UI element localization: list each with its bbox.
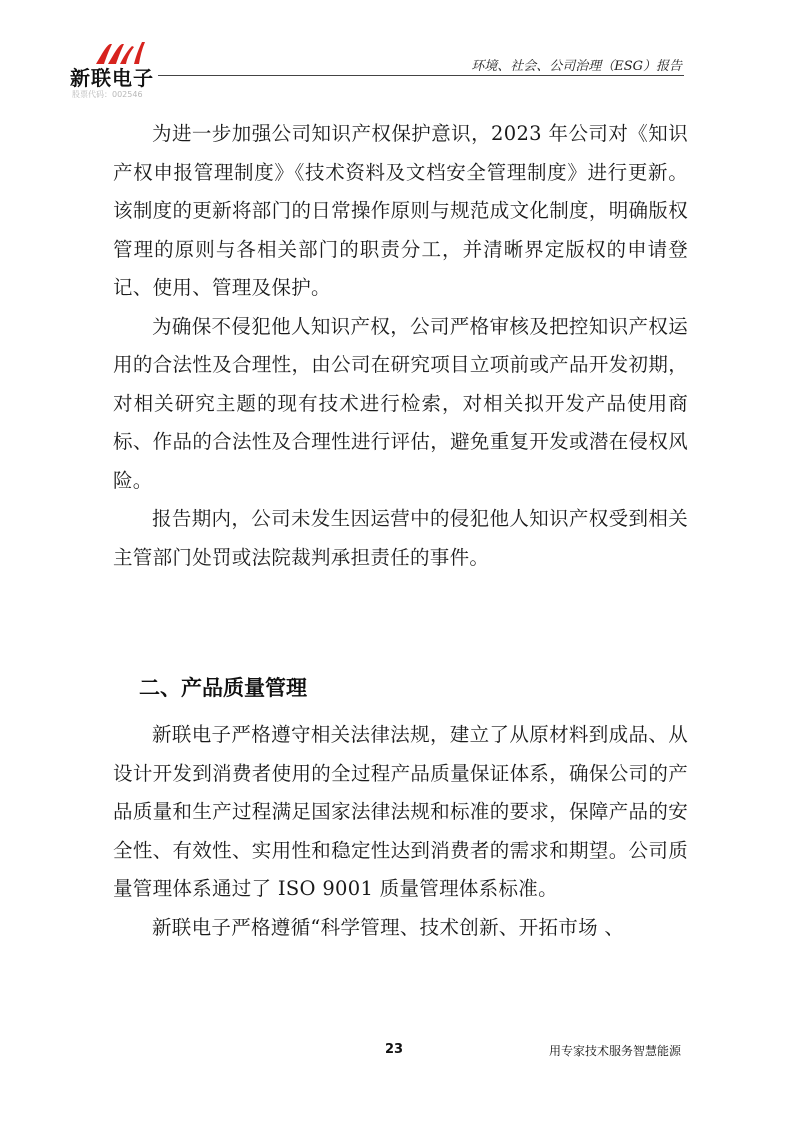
paragraph: 报告期内，公司未发生因运营中的侵犯他人知识产权受到相关主管部门处罚或法院裁判承担责任的事件。 (113, 507, 688, 569)
report-title: 环境、社会、公司治理（ESG）报告 (471, 59, 682, 74)
footer-slogan: 用专家技术服务智慧能源 (548, 1044, 681, 1058)
company-name: 新联电子 (70, 66, 154, 90)
paragraph: 新联电子严格遵守相关法律法规，建立了从原材料到成品、从设计开发到消费者使用的全过程产品质量保证体系，确保公司的产品质量和生产过程满足国家法律法规和标准的要求，保障产品的安全性、有效性、实用性和稳定性达到消费者的需求和期望。公司质量管理体系通过了 ISO 9001 质量管理体系标准。 (113, 723, 688, 900)
header-divider (158, 75, 684, 76)
section-2-body (113, 716, 688, 947)
section-1-body (113, 115, 688, 577)
stock-code: 股票代码：002546 (72, 90, 143, 99)
page-header (0, 0, 794, 110)
paragraph: 为确保不侵犯他人知识产权，公司严格审核及把控知识产权运用的合法性及合理性，由公司在研究项目立项前或产品开发初期，对相关研究主题的现有技术进行检索，对相关拟开发产品使用商标、作品的合法性及合理性进行评估，避免重复开发或潜在侵权风险。 (113, 314, 688, 492)
page-number: 23 (385, 1042, 404, 1057)
paragraph: 为进一步加强公司知识产权保护意识，2023 年公司对《知识产权申报管理制度》《技术资料及文档安全管理制度》进行更新。该制度的更新将部门的日常操作原则与规范成文化制度，明确版权管理的原则与各相关部门的职责分工，并清晰界定版权的申请登记、使用、管理及保护。 (113, 122, 688, 299)
paragraph: 新联电子严格遵循“科学管理、技术创新、开拓市场 、 (152, 915, 625, 939)
section-title: 二、产品质量管理 (139, 676, 307, 700)
